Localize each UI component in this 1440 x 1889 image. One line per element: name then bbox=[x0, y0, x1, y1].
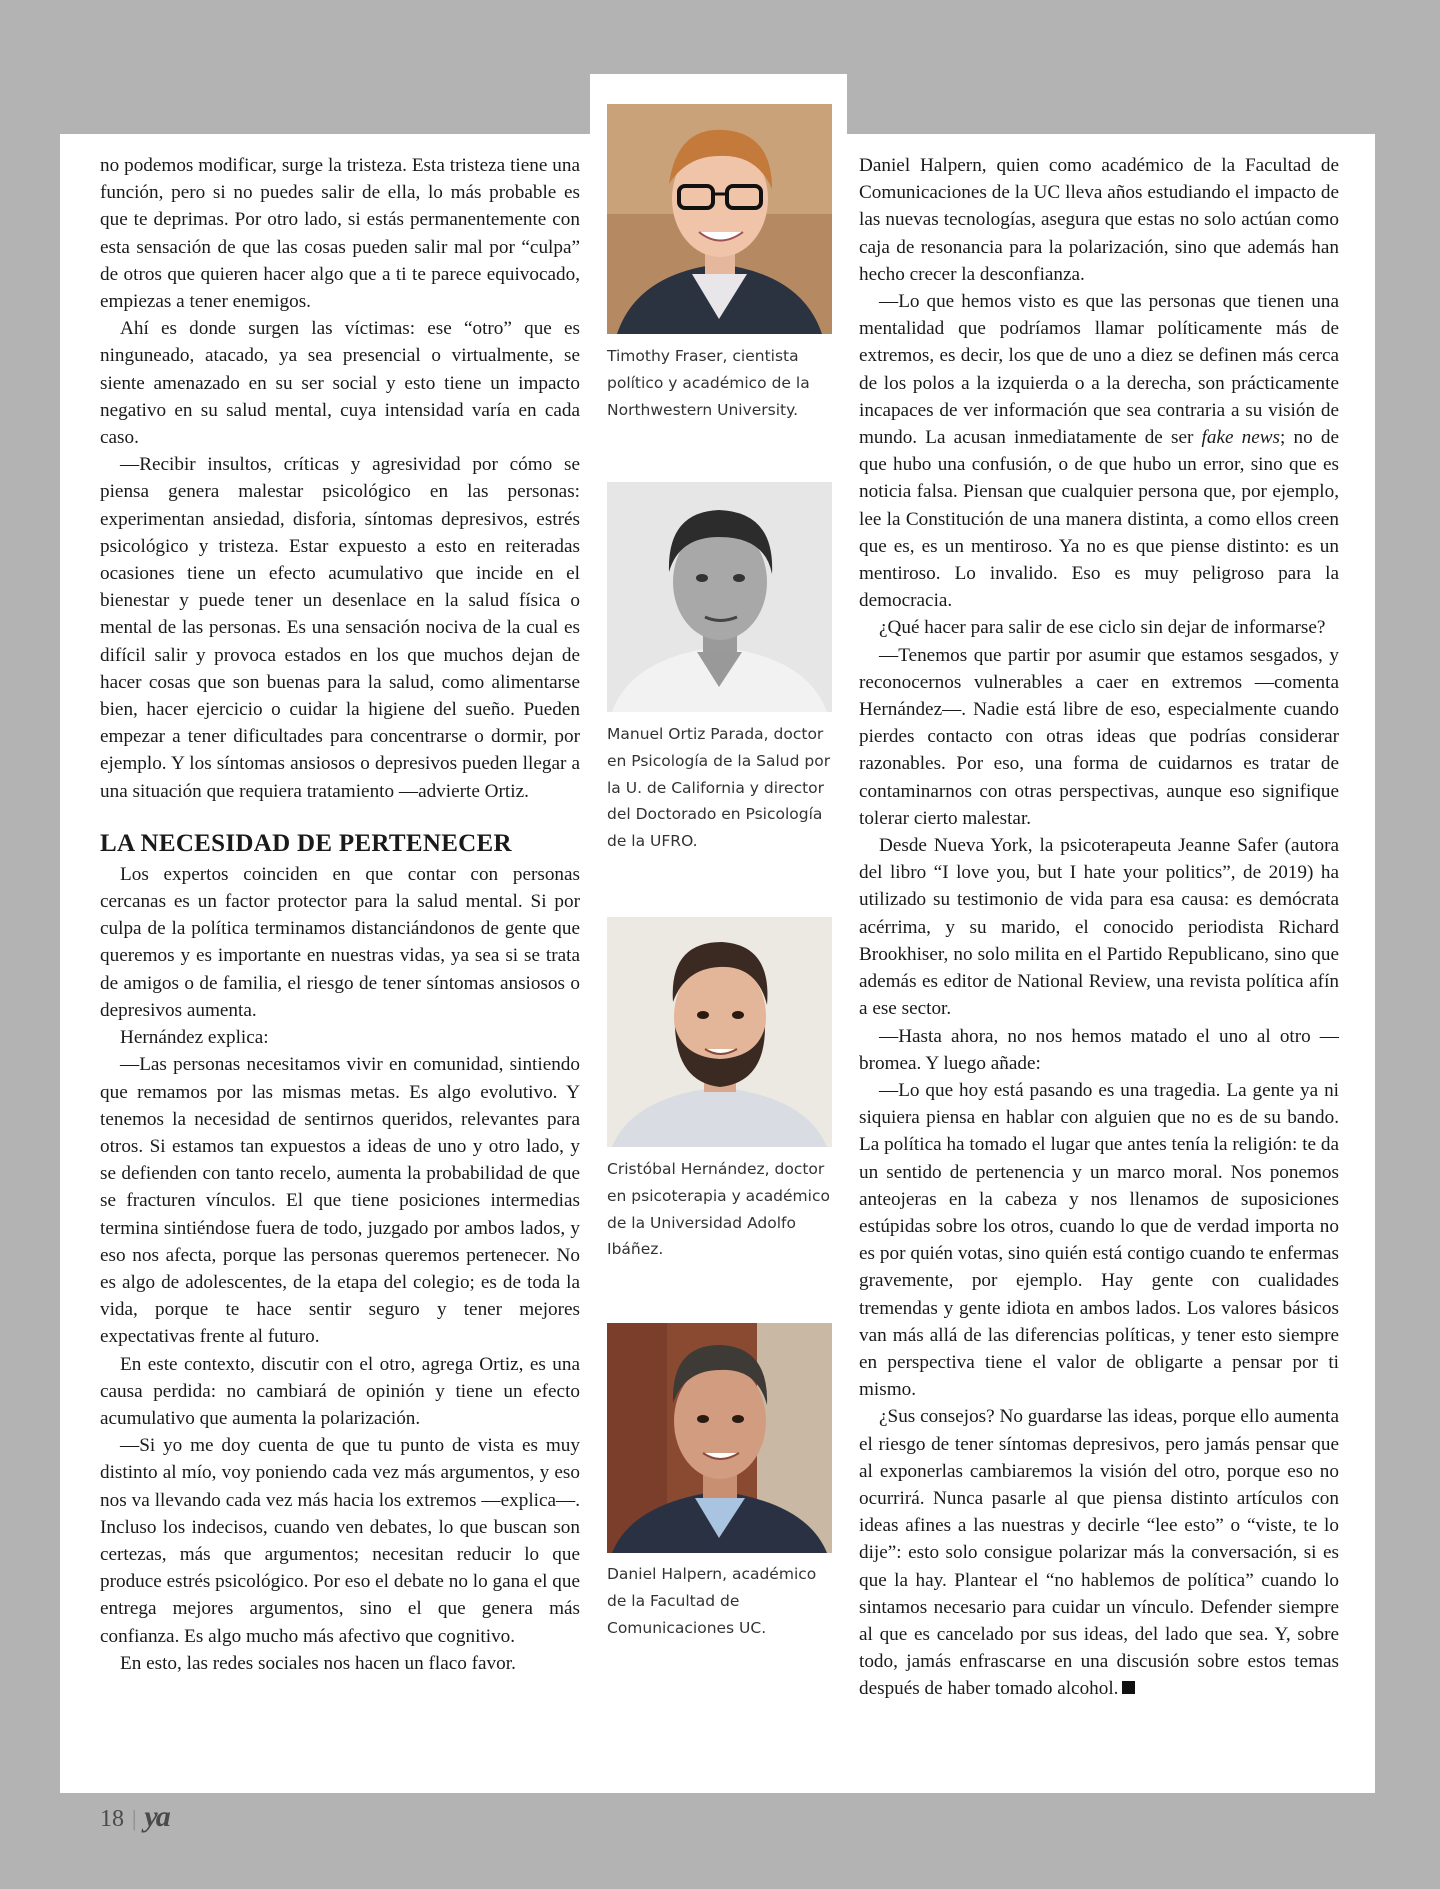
paragraph: —Tenemos que partir por asumir que estamos sesgados, y reconocernos vulnerables a caer en extremos —comenta Hernández—. Nadie está libre de eso, especialmente cuando pierdes contacto con otras ideas que podrías considerar razonables. Por eso, una forma de cuidarnos es tratar de contaminarnos con otras perspectivas, aunque eso signifique tolerar cierto malestar. bbox=[859, 644, 1339, 829]
paragraph-text: —Lo que hemos visto es que las personas que tienen una mentalidad que podríamos llamar políticamente más de extremos, es decir, los que de uno a diez se definen más cerca de los polos a la izquierda o a la derecha, son prácticamente incapaces de ver información que sea contraria a su visión de mundo. La acusan inmediatamente de ser bbox=[859, 291, 1339, 449]
paragraph: —Si yo me doy cuenta de que tu punto de vista es muy distinto al mío, voy poniendo cada vez más argumentos, y eso nos va llevando cada vez más hacia los extremos —explica—. Incluso los indecisos, cuando ven debates, lo que buscan son certezas, más que argumentos; necesitan reducir lo que produce estrés psicológico. Por eso el debate no lo gana el que entrega mejores argumentos, sino el que genera más confianza. Es algo mucho más afectivo que cognitivo. bbox=[100, 1435, 580, 1647]
photo-caption: Manuel Ortiz Parada, doctor en Psicología de la Salud por la U. de California y director del Doctorado en Psicología de la UFRO. bbox=[607, 725, 831, 851]
paragraph: no podemos modificar, surge la tristeza. Esta tristeza tiene una función, pero si no puedes salir de ella, lo más probable es que te deprimas. Por otro lado, si estás permanentemente con esta sensación de que las cosas pueden salir mal por “culpa” de otros que quieren hacer algo que a ti te parece equivocado, empiezas a tener enemigos. bbox=[100, 155, 580, 313]
left-column bbox=[100, 152, 580, 1677]
paragraph: ¿Qué hacer para salir de ese ciclo sin dejar de informarse? bbox=[879, 617, 1326, 639]
photo-caption: Daniel Halpern, académico de la Facultad de Comunicaciones UC. bbox=[607, 1565, 817, 1637]
magazine-logo: ya bbox=[144, 1800, 169, 1833]
page-number: 18 bbox=[100, 1806, 124, 1832]
portrait-photo-halpern bbox=[607, 1323, 832, 1553]
paragraph: En esto, las redes sociales nos hacen un flaco favor. bbox=[120, 1652, 516, 1674]
footer-separator: | bbox=[132, 1806, 137, 1831]
paragraph: Los expertos coinciden en que contar con personas cercanas es un factor protector para la salud mental. Si por culpa de la política terminamos distanciándonos de gente que queremos y es importante en nuestras vidas, ya sea si se trata de amigos o de familia, el riesgo de tener síntomas ansiosos o depresivos aumenta. bbox=[100, 863, 580, 1021]
paragraph: Desde Nueva York, la psicoterapeuta Jeanne Safer (autora del libro “I love you, but I hate your politics”, de 2019) ha utilizado su testimonio de vida para esa causa: es demócrata acérrima, y su marido, el conocido periodista Richard Brookhiser, no solo milita en el Partido Republicano, sino que además es editor de National Review, una revista política afín a ese sector. bbox=[859, 835, 1339, 1020]
paragraph-text: ¿Sus consejos? No guardarse las ideas, porque ello aumenta el riesgo de tener síntomas depresivos, pero jamás pensar que al exponerlas cambiaremos la visión del otro, porque eso no ocurrirá. Nunca pasarle al que piensa distinto artículos con ideas afines a las nuestras y decirle “lee esto” o “viste, te lo dije”: esto solo consigue polarizar más la conversación, si es que la hay. Plantear el “no hablemos de política” cuando lo sintamos necesario para cuidar un vínculo. Defender siempre al que es cancelado por sus ideas, del lado que sea. Y, sobre todo, jamás enfrascarse en una discusión sobre estos temas después de haber tomado alcohol. bbox=[859, 1406, 1339, 1700]
paragraph bbox=[859, 288, 1339, 614]
paragraph: En este contexto, discutir con el otro, agrega Ortiz, es una causa perdida: no cambiará de opinión y tiene un efecto acumulativo que aumenta la polarización. bbox=[100, 1353, 580, 1429]
right-column bbox=[859, 152, 1339, 1703]
portrait-photo-fraser bbox=[607, 104, 832, 334]
portrait-photo-hernandez bbox=[607, 917, 832, 1147]
page-footer bbox=[100, 1800, 169, 1834]
paragraph: Hernández explica: bbox=[120, 1027, 269, 1049]
paragraph: —Recibir insultos, críticas y agresividad por cómo se piensa genera malestar psicológico en las personas: experimentan ansiedad, disforia, síntomas depresivos, estrés psicológico y tristeza. Estar expuesto a esto en reiteradas ocasiones tiene un efecto acumulativo que incide en el bienestar y puede tener un desenlace en la salud física o mental de las personas. Es una sensación nociva de la cual es difícil salir y provoca estados en los que muchos dejan de hacer cosas que son buenas para la salud, como alimentarse bien, hacer ejercicio o cuidar la higiene del sueño. Pueden empezar a tener dificultades para concentrarse o dormir, por ejemplo. Y los síntomas ansiosos o depresivos pueden llegar a una situación que requiera tratamiento —advierte Ortiz. bbox=[100, 454, 580, 802]
photo-caption: Timothy Fraser, cientista político y académico de la Northwestern University. bbox=[607, 347, 810, 419]
paragraph-text: ; no de que hubo una confusión, o de que hubo un error, sino que es noticia falsa. Piensan que cualquier persona que, por ejemplo, lee la Constitución de una manera distinta, a como ellos creen que es, es un mentiroso. Ya no es que piense distinto: es un mentiroso. Lo invalido. Eso es muy peligroso para la democracia. bbox=[859, 427, 1339, 612]
paragraph: —Hasta ahora, no nos hemos matado el uno al otro —bromea. Y luego añade: bbox=[859, 1025, 1339, 1074]
portrait-photo-ortiz bbox=[607, 482, 832, 712]
paragraph bbox=[859, 1403, 1339, 1702]
paragraph: Daniel Halpern, quien como académico de la Facultad de Comunicaciones de la UC lleva años estudiando el impacto de las nuevas tecnologías, asegura que estas no solo actúan como caja de resonancia para la polarización, sino que además han hecho crecer la desconfianza. bbox=[859, 155, 1339, 285]
emphasis-text: fake news bbox=[1201, 427, 1281, 449]
section-heading: LA NECESIDAD DE PERTENECER bbox=[100, 829, 512, 857]
photo-caption: Cristóbal Hernández, doctor en psicoterapia y académico de la Universidad Adolfo Ibáñez. bbox=[607, 1160, 830, 1259]
paragraph: —Lo que hoy está pasando es una tragedia. La gente ya ni siquiera piensa en hablar con alguien que no es de su bando. La política ha tomado el lugar que antes tenía la religión: te da un sentido de pertenencia y un marco moral. Nos ponemos anteojeras en la cabeza y nos llenamos de suposiciones estúpidas sobre los otros, cuando lo que de verdad importa no es por quién votas, sino quién está contigo cuando te enfermas gravemente, por ejemplo. Hay gente con cualidades tremendas y gente idiota en ambos lados. Los valores básicos van más allá de las diferencias políticas, y tener esto siempre en perspectiva tiene el valor de obligarte a pensar por ti mismo. bbox=[859, 1079, 1339, 1401]
paragraph: Ahí es donde surgen las víctimas: ese “otro” que es ninguneado, atacado, ya sea presencial o virtualmente, se siente amenazado en su ser social y esto tiene un impacto negativo en su salud mental, cuya intensidad varía en cada caso. bbox=[100, 318, 580, 449]
end-of-article-mark bbox=[1122, 1681, 1135, 1694]
paragraph: —Las personas necesitamos vivir en comunidad, sintiendo que remamos por las mismas metas. Es algo evolutivo. Y tenemos la necesidad de sentirnos queridos, relevantes para otros. Si estamos tan expuestos a ideas de uno y otro lado, y se defienden con tanto recelo, aumenta la probabilidad de que se fracturen vínculos. El que tiene posiciones intermedias termina sintiéndose fuera de todo, juzgado por ambos lados, y eso nos afecta, porque las personas queremos pertenecer. No es algo de adolescentes, de la etapa del colegio; es de toda la vida, porque te hace sentir seguro y tener mejores expectativas frente al futuro. bbox=[100, 1054, 580, 1348]
